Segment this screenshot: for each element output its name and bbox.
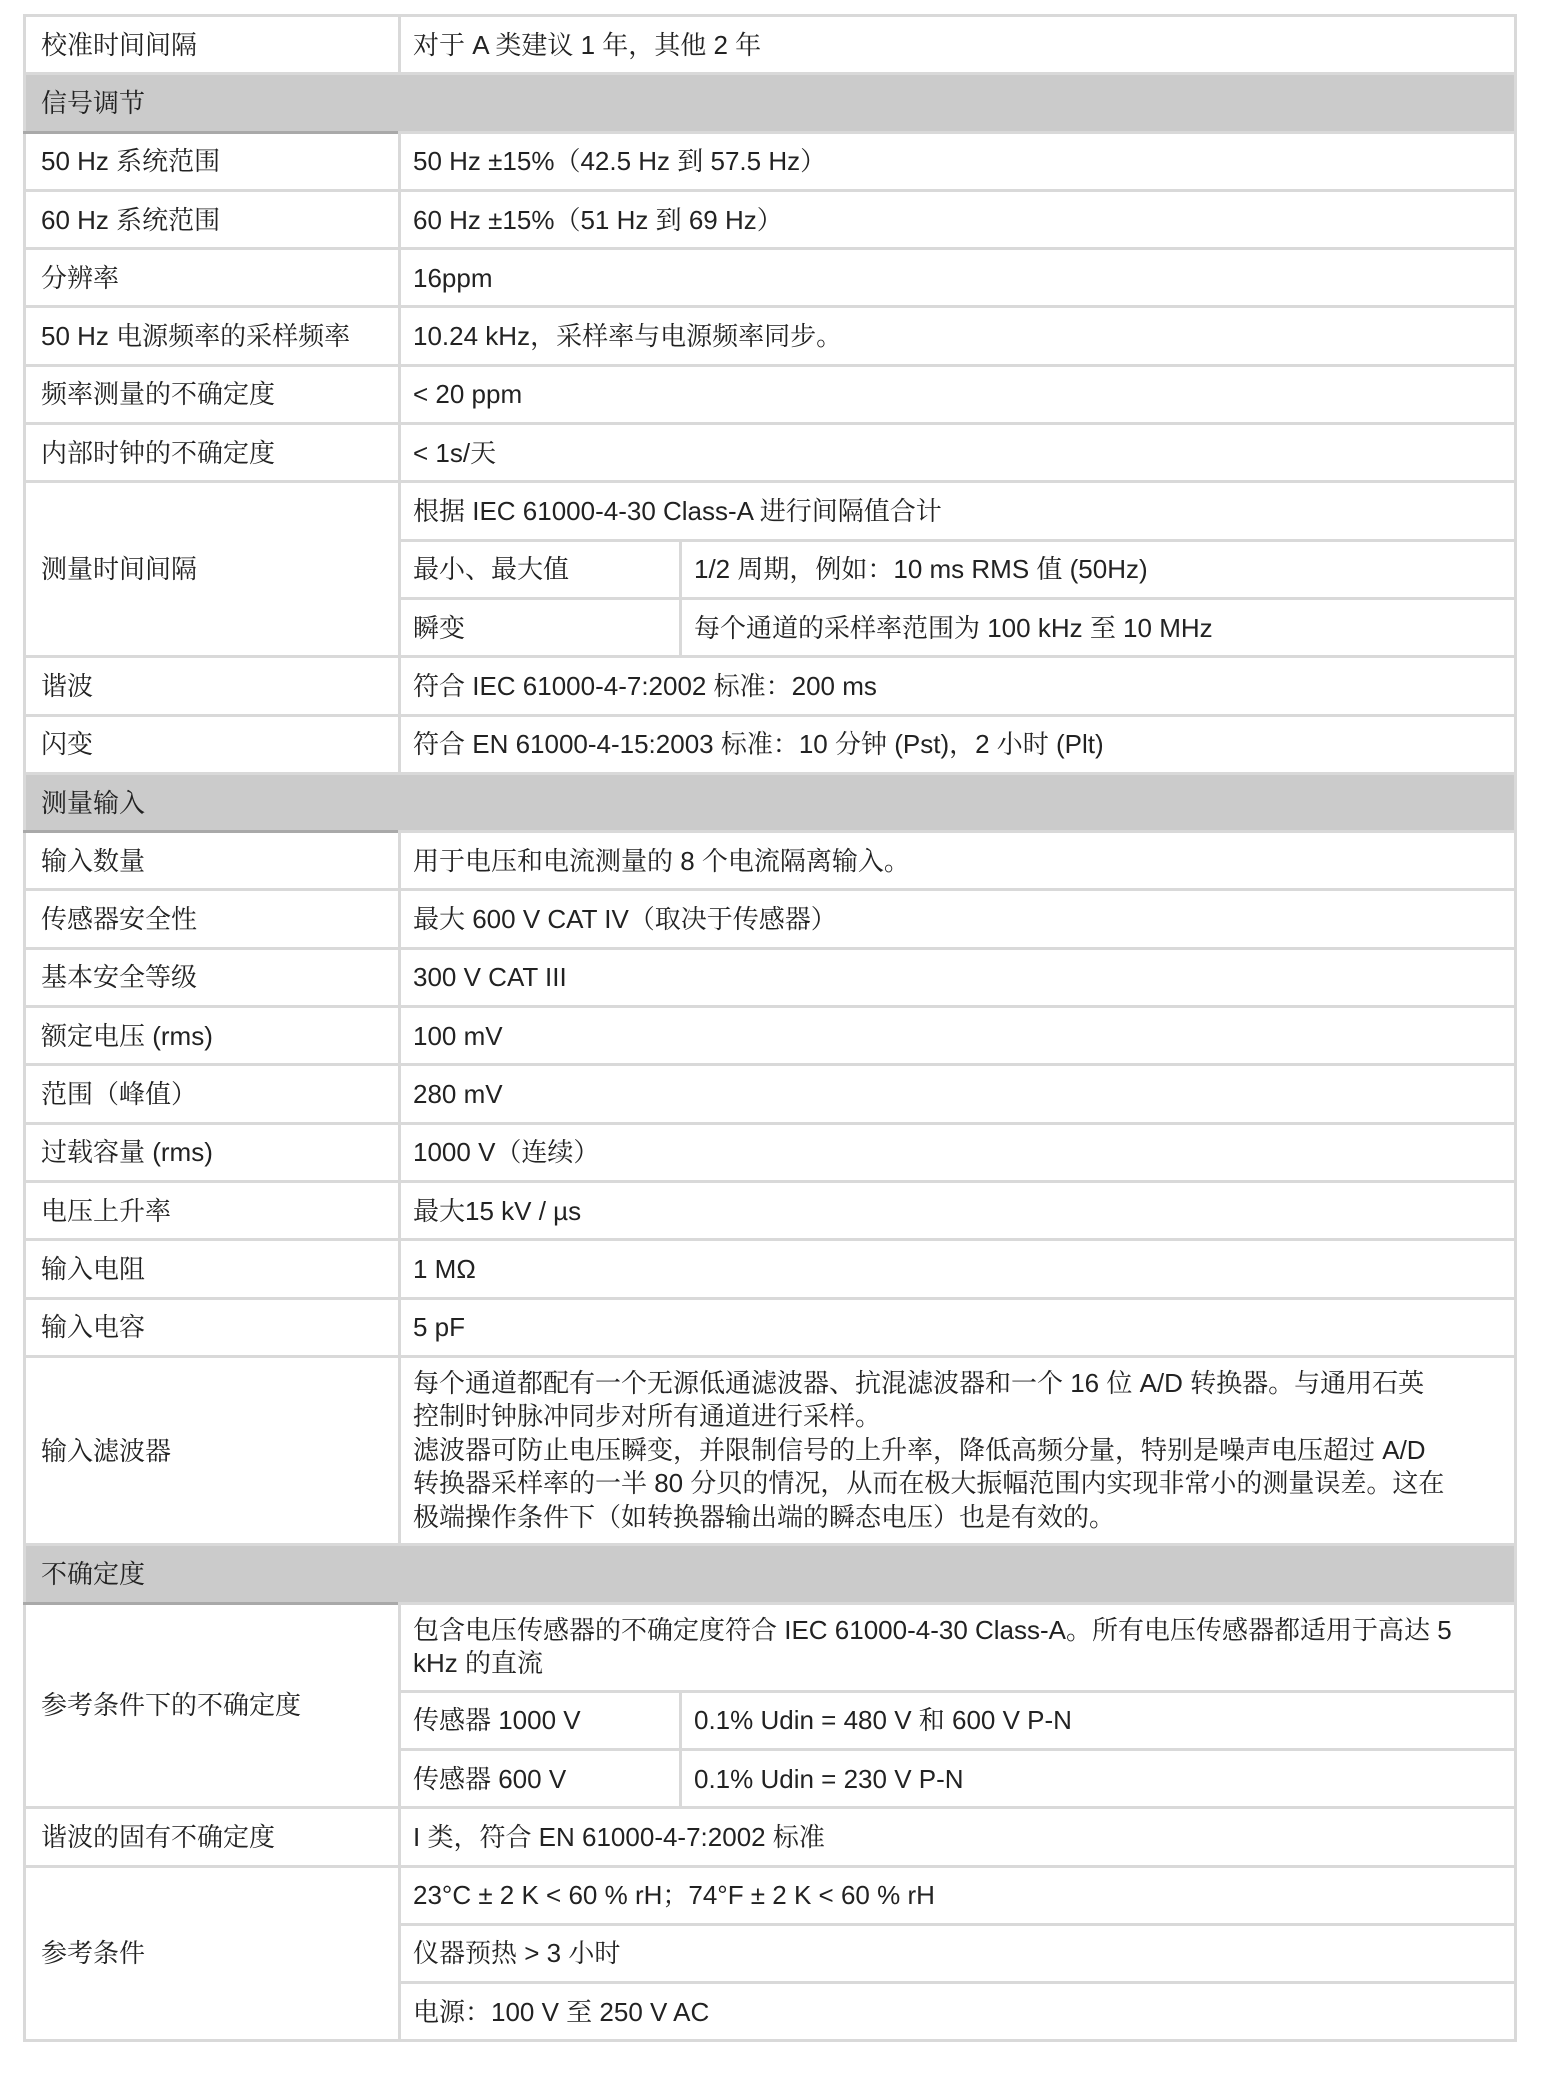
spec-value-text: 1 MΩ: [413, 1253, 476, 1284]
spec-label: [26, 1868, 401, 2043]
spec-sub-label-text: 传感器 600 V: [413, 1763, 567, 1794]
spec-value-text: 50 Hz ±15%（42.5 Hz 到 57.5 Hz）: [413, 146, 827, 177]
spec-value-text: 60 Hz ±15%（51 Hz 到 69 Hz）: [413, 204, 783, 235]
spec-label-text: 频率测量的不确定度: [41, 379, 276, 410]
spec-row: [26, 1241, 1517, 1299]
spec-value-text: 符合 IEC 61000-4-7:2002 标准：200 ms: [413, 670, 877, 701]
spec-label-text: 50 Hz 电源频率的采样频率: [41, 321, 351, 352]
spec-value-text: I 类，符合 EN 61000-4-7:2002 标准: [413, 1821, 825, 1852]
spec-sub-value-text: 每个通道的采样率范围为 100 kHz 至 10 MHz: [694, 612, 1213, 643]
spec-value: [401, 367, 1517, 425]
spec-intro: [401, 483, 1517, 541]
spec-sub-value-text: 0.1% Udin = 480 V 和 600 V P-N: [694, 1705, 1072, 1736]
section-header-row: [26, 75, 1517, 133]
spec-intro-line: kHz 的直流: [413, 1648, 544, 1679]
spec-value-text: 符合 EN 61000-4-15:2003 标准：10 分钟 (Pst)，2 小时 (Plt): [413, 729, 1104, 760]
spec-group-row: [26, 1868, 1517, 1926]
spec-row: [26, 950, 1517, 1008]
spec-label-text: 参考条件下的不确定度: [41, 1690, 302, 1721]
spec-value-line: 转换器采样率的一半 80 分贝的情况，从而在极大振幅范围内实现非常小的测量误差。这在: [413, 1468, 1445, 1499]
spec-row: [26, 134, 1517, 192]
spec-label: [26, 308, 401, 366]
spec-label: [26, 367, 401, 425]
spec-sub-value-text: 0.1% Udin = 230 V P-N: [694, 1763, 964, 1794]
spec-value: [401, 833, 1517, 891]
spec-label-text: 输入电阻: [41, 1253, 146, 1284]
spec-value: [401, 891, 1517, 949]
spec-label: [26, 1809, 401, 1867]
spec-value-text: 23°C ± 2 K < 60 % rH；74°F ± 2 K < 60 % rH: [413, 1880, 935, 1911]
spec-row: [26, 192, 1517, 250]
spec-row: [26, 367, 1517, 425]
spec-label: [26, 425, 401, 483]
spec-label-text: 分辨率: [41, 262, 120, 293]
spec-value-text: 5 pF: [413, 1312, 466, 1343]
spec-row: [26, 425, 1517, 483]
spec-row: [26, 17, 1517, 75]
spec-value: [401, 192, 1517, 250]
spec-value: [401, 1008, 1517, 1066]
spec-value: [401, 1358, 1517, 1547]
spec-label: [26, 658, 401, 716]
spec-value: [401, 134, 1517, 192]
spec-row: [26, 833, 1517, 891]
spec-sub-label: [401, 1693, 682, 1751]
section-header: [26, 75, 1517, 133]
spec-sub-value: [682, 1751, 1517, 1809]
spec-label: [26, 1358, 401, 1547]
spec-label-text: 输入电容: [41, 1312, 146, 1343]
spec-group-row: [26, 483, 1517, 541]
spec-label: [26, 250, 401, 308]
spec-sub-label: [401, 600, 682, 658]
spec-label-text: 输入数量: [41, 845, 146, 876]
section-header: [26, 1546, 1517, 1604]
spec-value: [401, 1926, 1517, 1984]
spec-label: [26, 1008, 401, 1066]
spec-label-text: 过载容量 (rms): [41, 1137, 213, 1168]
spec-row: [26, 1125, 1517, 1183]
spec-label-text: 输入滤波器: [41, 1435, 172, 1466]
spec-label-text: 电压上升率: [41, 1195, 172, 1226]
spec-label-text: 额定电压 (rms): [41, 1020, 213, 1051]
spec-label-text: 参考条件: [41, 1938, 146, 1969]
spec-label: [26, 1125, 401, 1183]
spec-group-row: [26, 1605, 1517, 1693]
spec-sub-value: [682, 542, 1517, 600]
spec-value: [401, 1868, 1517, 1926]
section-header-row: [26, 775, 1517, 833]
spec-value-text: 仪器预热 > 3 小时: [413, 1938, 621, 1969]
spec-sub-label: [401, 542, 682, 600]
spec-label: [26, 1605, 401, 1810]
spec-row: [26, 717, 1517, 775]
spec-label-text: 50 Hz 系统范围: [41, 146, 221, 177]
spec-value-text: 300 V CAT III: [413, 962, 567, 993]
section-title: 信号调节: [41, 87, 146, 118]
spec-label-text: 闪变: [41, 729, 94, 760]
spec-row-multiline: [26, 1358, 1517, 1547]
spec-label-text: 谐波: [41, 670, 94, 701]
spec-value: [401, 1125, 1517, 1183]
section-title: 不确定度: [41, 1558, 146, 1589]
spec-value: [401, 1241, 1517, 1299]
section-header: [26, 775, 1517, 833]
spec-value-text: 280 mV: [413, 1078, 503, 1109]
spec-value: [401, 658, 1517, 716]
spec-label-text: 传感器安全性: [41, 904, 198, 935]
spec-sub-value-text: 1/2 周期，例如：10 ms RMS 值 (50Hz): [694, 554, 1148, 585]
spec-sub-label-text: 传感器 1000 V: [413, 1705, 581, 1736]
spec-row: [26, 1008, 1517, 1066]
spec-sub-value: [682, 600, 1517, 658]
spec-row: [26, 1183, 1517, 1241]
spec-value-text: 100 mV: [413, 1020, 503, 1051]
spec-intro-line: 包含电压传感器的不确定度符合 IEC 61000-4-30 Class-A。所有电压传感器都适用于高达 5: [413, 1614, 1452, 1645]
spec-label: [26, 134, 401, 192]
spec-value-text: 10.24 kHz，采样率与电源频率同步。: [413, 321, 843, 352]
spec-value: [401, 1066, 1517, 1124]
spec-label: [26, 483, 401, 658]
spec-value-text: 1000 V（连续）: [413, 1137, 600, 1168]
spec-value: [401, 1300, 1517, 1358]
spec-value: [401, 250, 1517, 308]
spec-label: [26, 950, 401, 1008]
spec-value: [401, 1984, 1517, 2042]
spec-label-text: 60 Hz 系统范围: [41, 204, 221, 235]
spec-value: [401, 308, 1517, 366]
spec-label-text: 谐波的固有不确定度: [41, 1821, 276, 1852]
spec-row: [26, 1809, 1517, 1867]
spec-value-line: 控制时钟脉冲同步对所有通道进行采样。: [413, 1401, 882, 1432]
spec-sub-label-text: 瞬变: [413, 612, 466, 643]
section-header-row: [26, 1546, 1517, 1604]
spec-value: [401, 17, 1517, 75]
spec-sub-label-text: 最小、最大值: [413, 554, 570, 585]
spec-label: [26, 17, 401, 75]
spec-row: [26, 250, 1517, 308]
spec-row: [26, 1300, 1517, 1358]
spec-value-text: 16ppm: [413, 262, 493, 293]
spec-value-line: 滤波器可防止电压瞬变，并限制信号的上升率，降低高频分量，特别是噪声电压超过 A/D: [413, 1434, 1426, 1465]
spec-label: [26, 1183, 401, 1241]
spec-value-text: < 1s/天: [413, 437, 497, 468]
spec-label: [26, 833, 401, 891]
spec-value-line: 每个通道都配有一个无源低通滤波器、抗混滤波器和一个 16 位 A/D 转换器。与通用石英: [413, 1367, 1425, 1398]
spec-row: [26, 308, 1517, 366]
spec-label-text: 基本安全等级: [41, 962, 198, 993]
spec-sub-label: [401, 1751, 682, 1809]
spec-value-text: < 20 ppm: [413, 379, 523, 410]
spec-value-text: 用于电压和电流测量的 8 个电流隔离输入。: [413, 845, 910, 876]
spec-value: [401, 425, 1517, 483]
spec-value-text: 最大15 kV / µs: [413, 1195, 582, 1226]
spec-value: [401, 1809, 1517, 1867]
spec-label: [26, 1066, 401, 1124]
spec-value-text: 最大 600 V CAT IV（取决于传感器）: [413, 904, 837, 935]
spec-label: [26, 891, 401, 949]
spec-row: [26, 891, 1517, 949]
spec-value-text: 对于 A 类建议 1 年，其他 2 年: [413, 29, 762, 60]
spec-label: [26, 192, 401, 250]
spec-value-line: 极端操作条件下（如转换器输出端的瞬态电压）也是有效的。: [413, 1501, 1116, 1532]
spec-label-text: 校准时间间隔: [41, 29, 198, 60]
spec-row: [26, 1066, 1517, 1124]
section-title: 测量输入: [41, 787, 146, 818]
spec-sub-value: [682, 1693, 1517, 1751]
spec-label: [26, 1241, 401, 1299]
spec-value: [401, 1183, 1517, 1241]
spec-value-text: 电源：100 V 至 250 V AC: [413, 1996, 710, 2027]
spec-label-text: 范围（峰值）: [41, 1078, 198, 1109]
spec-value: [401, 950, 1517, 1008]
spec-row: [26, 658, 1517, 716]
spec-intro-text: 根据 IEC 61000-4-30 Class-A 进行间隔值合计: [413, 496, 942, 527]
spec-label-text: 测量时间间隔: [41, 554, 198, 585]
spec-label: [26, 1300, 401, 1358]
spec-value: [401, 717, 1517, 775]
spec-label: [26, 717, 401, 775]
spec-intro: [401, 1605, 1517, 1693]
spec-table: [23, 14, 1517, 2042]
spec-label-text: 内部时钟的不确定度: [41, 437, 276, 468]
